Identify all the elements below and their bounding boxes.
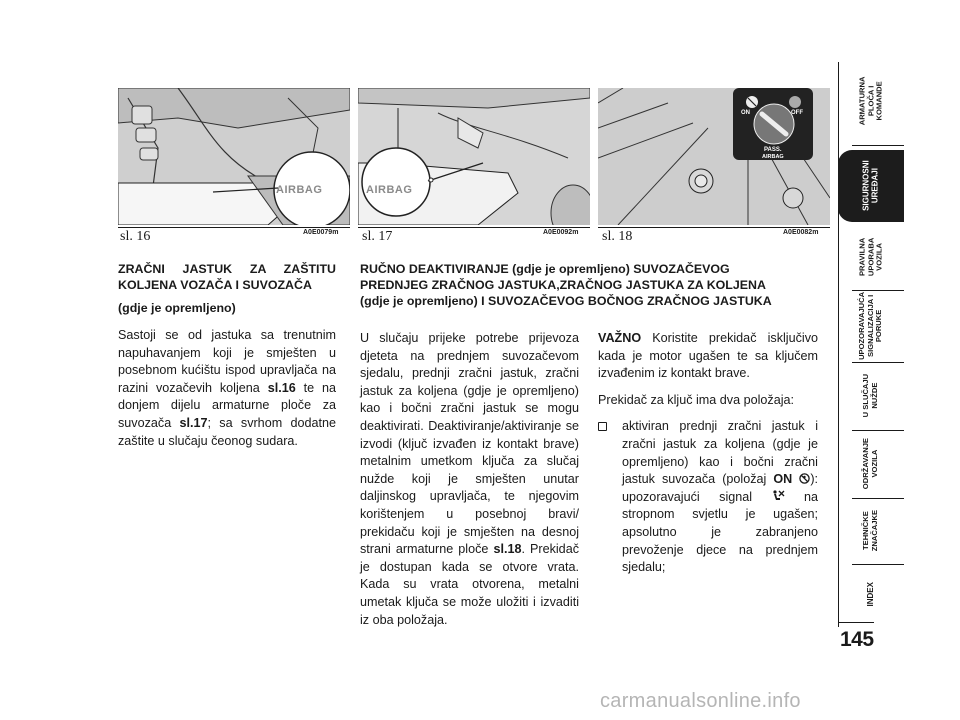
dashboard-passenger-knee-airbag-illustration (358, 88, 590, 225)
tab-label: TEHNIČKE ZNAČAJKE (861, 510, 879, 552)
column-3 (598, 330, 818, 577)
tab-label: SIGURNOSNI UREĐAJI (861, 160, 879, 212)
airbag-label: AIRBAG (276, 184, 323, 196)
tab-divider (852, 362, 904, 363)
airbag-off-icon (799, 472, 810, 483)
passenger-airbag-warning-icon (772, 490, 785, 502)
sidebar-tab-sigurnosni-uredaji[interactable] (838, 150, 904, 222)
figure-ref: sl.18 (493, 542, 522, 557)
figure-sl16 (118, 88, 350, 225)
important-note (598, 330, 818, 383)
tab-label: INDEX (865, 581, 875, 607)
tab-divider (852, 430, 904, 431)
main-heading-line2: PREDNJEG ZRAČNOG JASTUKA,ZRAČNOG JASTUKA ZA KOLJENA (360, 278, 766, 292)
sidebar-tab-pravilna-uporaba[interactable] (838, 224, 904, 290)
figure-ref: sl.17 (179, 415, 208, 430)
main-heading (360, 261, 830, 309)
figure-code-sl17: A0E0092m (543, 229, 579, 236)
dashboard-knee-airbag-illustration (118, 88, 350, 225)
column-1 (118, 261, 336, 450)
bullet-text-part: aktiviran prednji zračni jastuk i zračni jastuk za koljena (gdje je opremljeno) kao i bočni zračni jastuk suvozača (položaj (622, 419, 818, 487)
figure-caption-sl17: sl. 17 (362, 229, 393, 244)
sidebar-tab-index[interactable] (838, 566, 904, 622)
figure-code-sl16: A0E0079m (303, 229, 339, 236)
bullet-text-part: ): upozoravajući signal (622, 472, 819, 504)
switch-on-label: ON (741, 110, 750, 116)
tab-divider (852, 290, 904, 291)
important-label: VAŽNO (598, 331, 642, 345)
figure-caption-sl18: sl. 18 (602, 229, 633, 244)
bullet-text (622, 418, 818, 576)
tab-label: ARMATURNA PLOČA I KOMANDE (857, 76, 884, 126)
section-paragraph (118, 327, 336, 450)
sidebar-tab-upozoravajuca-signalizacija[interactable] (838, 292, 904, 360)
figure-ref: sl.16 (267, 380, 296, 395)
switch-airbag-label: AIRBAG (762, 154, 784, 160)
on-position-label: ON (773, 472, 793, 487)
bullet-text-part: na stropnom svjetlu je ugašen; apsolutno je zabranjeno prevoženje djece na prednjem sjedalu; (622, 489, 818, 575)
main-heading-line1: RUČNO DEAKTIVIRANJE (gdje je opremljeno) SUVOZAČEVOG (360, 262, 730, 276)
airbag-key-switch-illustration (598, 88, 830, 225)
figure-sl18 (598, 88, 830, 225)
figure-sl17 (358, 88, 590, 225)
switch-off-label: OFF (791, 110, 803, 116)
important-text: Koristite prekidač isključivo kada je motor ugašen te sa ključem izvađenim iz kontakt brave. (598, 331, 818, 381)
section-heading-line2: KOLJENA VOZAČA I SUVOZAČA (118, 278, 312, 292)
figure-caption-sl16: sl. 16 (120, 229, 151, 244)
tab-label: ODRŽAVANJE VOZILA (861, 438, 879, 490)
positions-intro: Prekidač za ključ ima dva položaja: (598, 392, 794, 407)
sidebar-tab-tehnicke-znacajke[interactable] (838, 500, 904, 562)
main-heading-line3: (gdje je opremljeno) I SUVOZAČEVOG BOČNOG ZRAČNOG JASTUKA (360, 294, 772, 308)
paragraph-text: te na donjem dijelu armaturne ploče za suvozača (118, 380, 336, 430)
page-number-rule (838, 622, 874, 623)
section-paragraph (360, 330, 579, 629)
column-2 (360, 330, 579, 629)
airbag-label: AIRBAG (366, 184, 413, 196)
watermark-text: carmanualsonline.info (600, 690, 801, 712)
section-heading-line1: ZRAČNI JASTUK ZA ZAŠTITU (118, 262, 336, 276)
tab-label: U SLUČAJU NUŽDE (861, 374, 879, 418)
sidebar-tab-armaturna-ploca[interactable] (838, 62, 904, 140)
tab-divider (852, 564, 904, 565)
figure-code-sl18: A0E0082m (783, 229, 819, 236)
page-number: 145 (840, 628, 874, 651)
caption-rule (358, 227, 590, 228)
caption-rule (598, 227, 830, 228)
tab-label: PRAVILNA UPORABA VOZILA (857, 237, 884, 277)
paragraph-text: Sastoji se od jastuka sa trenutnim napuhavanjem koji je smješten u posebnom kućištu ispod upravljača na razini vozačevih koljena (118, 328, 336, 395)
paragraph-text: U slučaju prijeke potrebe prijevoza djeteta na prednjem suvozačevom sjedalu, prednji zračni jastuk, zračni jastuk za koljena (gdje je opremljeno) kao i bočni zračni jastuk se mogu deaktivirati. Deaktiviranje/aktiviranje se izvodi (ključ izvađen iz kontakt brave) metalnim umetkom ključa za slučaj nužde koji je smješten unutar daljinskog upravljača, te njegovim korištenjem u posebnoj bravi/ prekidaču koji je smješten na desnoj strani armaturne ploče (360, 331, 579, 557)
paragraph-text: . Prekidač je dostupan kada se otvore vrata. Kada su vrata otvorena, metalni umetak ključa se može uložiti i izvaditi iz oba položaja. (360, 542, 579, 627)
section-subheading: (gdje je opremljeno) (118, 301, 236, 315)
bullet-item (598, 418, 818, 576)
switch-pass-label: PASS. (764, 147, 782, 153)
tab-divider (852, 498, 904, 499)
caption-rule (118, 227, 350, 228)
sidebar-tab-odrzavanje-vozila[interactable] (838, 432, 904, 496)
checkbox-bullet-icon (598, 422, 607, 431)
tab-divider (852, 145, 904, 146)
paragraph-text: ; sa svrhom dodatne zaštite u slučaju čeonog sudara. (118, 415, 337, 448)
tab-label: UPOZORAVAJUĆA SIGNALIZACIJA I PORUKE (857, 291, 884, 361)
sidebar-tab-u-slucaju-nuzde[interactable] (838, 364, 904, 428)
